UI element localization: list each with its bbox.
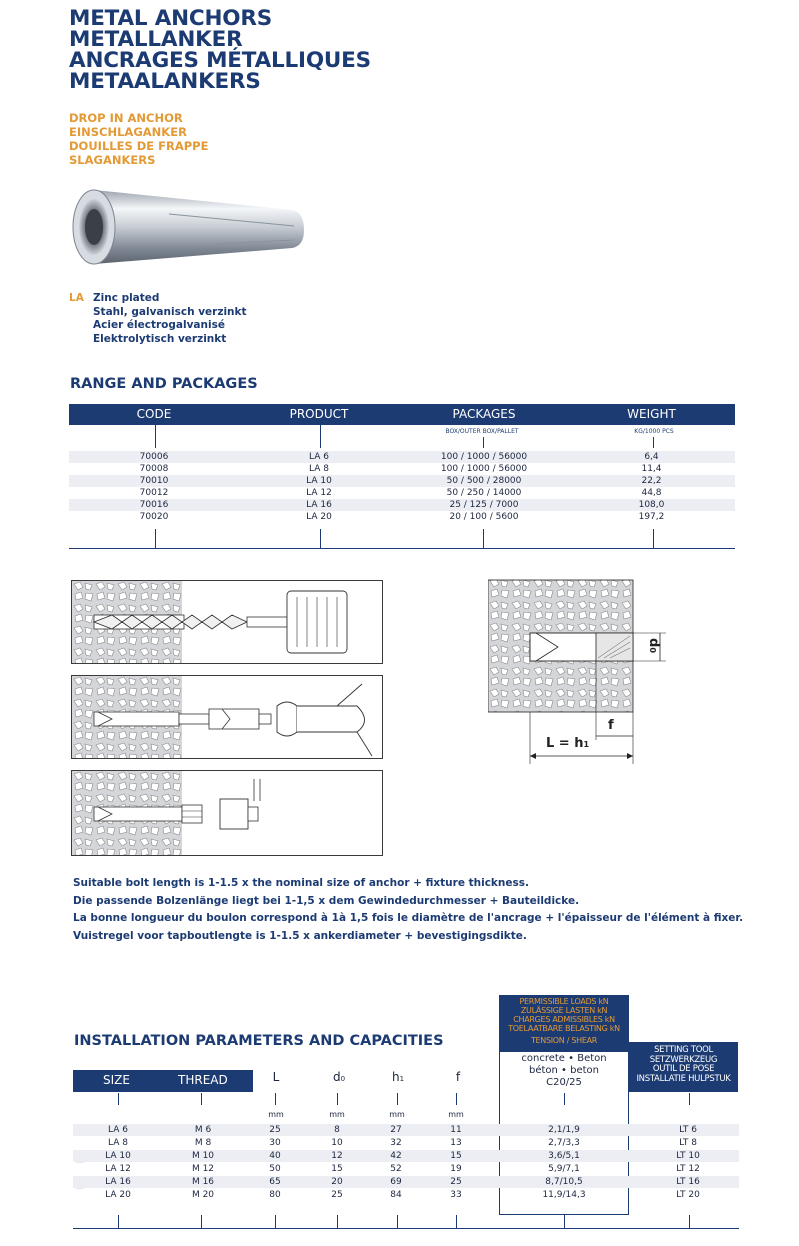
cell-weight: 11,4 (641, 464, 662, 474)
range-heading: RANGE AND PACKAGES (70, 376, 258, 392)
dim-d-label: d0 (646, 638, 661, 653)
cell-size: LA 8 (108, 1138, 128, 1148)
cell-packages: 100 / 1000 / 56000 (440, 452, 528, 462)
cell-weight: 44,8 (641, 488, 662, 498)
table-row (73, 1124, 739, 1136)
install-heading: INSTALLATION PARAMETERS AND CAPACITIES (74, 1033, 444, 1049)
cell-thread: M 6 (194, 1125, 212, 1135)
cell-d: 12 (331, 1151, 343, 1161)
cell-packages: 25 / 125 / 7000 (449, 500, 519, 510)
tick (201, 1215, 202, 1228)
tick (653, 437, 654, 448)
note-de: Die passende Bolzenlänge liegt bei 1-1,5 x dem Gewindedurchmesser + Bauteildicke. (73, 894, 580, 907)
tick (564, 1093, 565, 1105)
tick (483, 529, 484, 548)
tick (564, 1215, 565, 1228)
cell-tool: LT 10 (676, 1151, 700, 1161)
range-bottom-rule (69, 548, 735, 549)
packages-subheader: BOX/OUTER BOX/PALLET (445, 428, 519, 435)
cell-code: 70006 (139, 452, 169, 462)
table-row (69, 487, 735, 499)
subtitle-fr: DOUILLES DE FRAPPE (69, 139, 209, 153)
cell-L: 30 (269, 1138, 281, 1148)
material-code: LA (69, 292, 84, 304)
tick (155, 529, 156, 548)
cell-f: 33 (450, 1190, 462, 1200)
cell-thread: M 8 (194, 1138, 212, 1148)
tick (397, 1215, 398, 1228)
col-thread: THREAD (178, 1073, 228, 1087)
cell-weight: 6,4 (644, 452, 659, 462)
cell-code: 70020 (139, 512, 169, 522)
cell-packages: 20 / 100 / 5600 (449, 512, 519, 522)
page-title-fr: ANCRAGES MÉTALLIQUES (69, 48, 371, 73)
cell-packages: 50 / 250 / 14000 (446, 488, 522, 498)
cell-packages: 50 / 500 / 28000 (446, 476, 522, 486)
product-image (64, 184, 309, 272)
tick (456, 1093, 457, 1105)
material-de: Stahl, galvanisch verzinkt (93, 305, 247, 318)
cell-code: 70010 (139, 476, 169, 486)
dim-L-label: L = h1 (546, 736, 590, 751)
step-drill-illustration (71, 580, 383, 664)
step-hammer-illustration (71, 675, 383, 759)
col-packages: PACKAGES (452, 407, 516, 421)
table-row (73, 1189, 739, 1201)
cell-code: 70012 (139, 488, 169, 498)
cell-L: 40 (269, 1151, 281, 1161)
cell-size: LA 16 (105, 1177, 131, 1187)
tick (118, 1093, 119, 1105)
col-d0: d0 (332, 1070, 346, 1084)
cell-product: LA 20 (306, 512, 332, 522)
cell-load: 2,7/3,3 (548, 1138, 580, 1148)
unit-d0: mm (329, 1110, 345, 1119)
cell-h: 32 (390, 1138, 402, 1148)
cell-h: 52 (390, 1164, 402, 1174)
cell-weight: 108,0 (638, 500, 665, 510)
cell-tool: LT 16 (676, 1177, 700, 1187)
material-fr: Acier électrogalvanisé (93, 319, 225, 332)
cell-h: 69 (390, 1177, 402, 1187)
cell-product: LA 16 (306, 500, 332, 510)
tick (275, 1093, 276, 1105)
table-row (73, 1137, 739, 1149)
bolt-length-notes (73, 875, 743, 945)
cell-load: 8,7/10,5 (545, 1177, 583, 1187)
tick (201, 1093, 202, 1105)
unit-f: mm (448, 1110, 464, 1119)
cell-packages: 100 / 1000 / 56000 (440, 464, 528, 474)
cell-f: 13 (450, 1138, 462, 1148)
cell-tool: LT 12 (676, 1164, 700, 1174)
step-bolt-illustration (71, 770, 383, 856)
table-row (73, 1176, 739, 1188)
cell-size: LA 10 (105, 1151, 131, 1161)
dim-f-label: f (608, 718, 614, 733)
concrete-class: concrete • Beton béton • beton C20/25 (521, 1053, 607, 1088)
tick (456, 1215, 457, 1228)
material-description (69, 292, 247, 346)
unit-h1: mm (389, 1110, 405, 1119)
col-size: SIZE (103, 1073, 130, 1087)
title-block (69, 8, 371, 92)
col-product: PRODUCT (289, 407, 349, 421)
cell-load: 3,6/5,1 (548, 1151, 580, 1161)
col-f: f (455, 1070, 461, 1084)
cell-f: 15 (450, 1151, 462, 1161)
page-title-nl: METAALANKERS (69, 69, 261, 94)
table-row (69, 499, 735, 511)
cell-load: 11,9/14,3 (542, 1190, 586, 1200)
cell-tool: LT 8 (679, 1138, 697, 1148)
tick (653, 529, 654, 548)
install-bottom-rule (73, 1228, 739, 1229)
cell-size: LA 20 (105, 1190, 131, 1200)
permissible-loads-header: PERMISSIBLE LOADS kN ZULÄSSIGE LASTEN kN CHARGES ADMISSIBLES kN TOELAATBARE BELASTING kN TENSION / SHEAR (500, 995, 628, 1052)
cell-product: LA 6 (309, 452, 329, 462)
cell-load: 5,9/7,1 (548, 1164, 580, 1174)
setting-tool-header: SETTING TOOL SETZWERKZEUG OUTIL DE POSE INSTALLATIE HULPSTUK (629, 1042, 738, 1092)
cell-L: 65 (269, 1177, 281, 1187)
tick (337, 1093, 338, 1105)
cell-thread: M 20 (191, 1190, 215, 1200)
cell-weight: 197,2 (638, 512, 665, 522)
table-row (69, 463, 735, 475)
note-nl: Vuistregel voor tapboutlengte is 1-1.5 x ankerdiameter + bevestigingsdikte. (73, 929, 527, 942)
cell-d: 20 (331, 1177, 343, 1187)
table-row (69, 511, 735, 523)
cell-f: 19 (450, 1164, 462, 1174)
cell-size: LA 12 (105, 1164, 131, 1174)
table-row (69, 451, 735, 463)
subtitle-block (69, 111, 208, 167)
cell-d: 15 (331, 1164, 343, 1174)
cell-code: 70008 (139, 464, 169, 474)
tick (689, 1093, 690, 1105)
page-title-de: METALLANKER (69, 27, 243, 52)
cell-tool: LT 20 (676, 1190, 700, 1200)
tick (337, 1215, 338, 1228)
tick (155, 425, 156, 448)
subtitle-nl: SLAGANKERS (69, 153, 156, 167)
table-row (73, 1163, 739, 1175)
tick (118, 1215, 119, 1228)
cell-h: 27 (390, 1125, 402, 1135)
range-table-header (69, 404, 735, 425)
cell-tool: LT 6 (679, 1125, 697, 1135)
install-table-header (73, 1070, 253, 1092)
cell-product: LA 12 (306, 488, 332, 498)
cell-code: 70016 (139, 500, 169, 510)
col-code: CODE (136, 407, 172, 421)
note-fr: La bonne longueur du boulon correspond à 1à 1,5 fois le diamètre de l'ancrage + l'épaisseur de l'élément à fixer. (73, 912, 744, 924)
subtitle-de: EINSCHLAGANKER (69, 125, 187, 139)
col-h1: h1 (391, 1070, 405, 1084)
tick (483, 437, 484, 448)
cell-size: LA 6 (108, 1125, 128, 1135)
cell-d: 8 (334, 1125, 340, 1135)
tick (275, 1215, 276, 1228)
cell-thread: M 12 (191, 1164, 215, 1174)
cell-h: 84 (390, 1190, 402, 1200)
weight-subheader: KG/1000 PCS (634, 428, 674, 435)
unit-L: mm (268, 1110, 284, 1119)
tick (320, 425, 321, 448)
cell-L: 80 (269, 1190, 281, 1200)
cell-d: 25 (331, 1190, 343, 1200)
table-row (73, 1150, 739, 1162)
col-weight: WEIGHT (627, 407, 676, 421)
cell-product: LA 8 (309, 464, 329, 474)
page-title-en: METAL ANCHORS (69, 6, 273, 31)
cell-f: 11 (450, 1125, 462, 1135)
tick (320, 529, 321, 548)
table-row (69, 475, 735, 487)
cell-thread: M 10 (191, 1151, 215, 1161)
cell-L: 25 (269, 1125, 281, 1135)
cell-L: 50 (269, 1164, 281, 1174)
cell-load: 2,1/1,9 (548, 1125, 580, 1135)
tick (689, 1215, 690, 1228)
cell-h: 42 (390, 1151, 402, 1161)
material-en: Zinc plated (93, 292, 160, 304)
note-en: Suitable bolt length is 1-1.5 x the nominal size of anchor + fixture thickness. (73, 877, 529, 889)
cell-product: LA 10 (306, 476, 332, 486)
tick (397, 1093, 398, 1105)
cell-thread: M 16 (191, 1177, 215, 1187)
cell-weight: 22,2 (641, 476, 662, 486)
cell-d: 10 (331, 1138, 343, 1148)
dimension-diagram (488, 578, 668, 768)
col-L: L (272, 1070, 280, 1084)
subtitle-en: DROP IN ANCHOR (69, 111, 183, 125)
material-nl: Elektrolytisch verzinkt (93, 332, 227, 345)
cell-f: 25 (450, 1177, 462, 1187)
